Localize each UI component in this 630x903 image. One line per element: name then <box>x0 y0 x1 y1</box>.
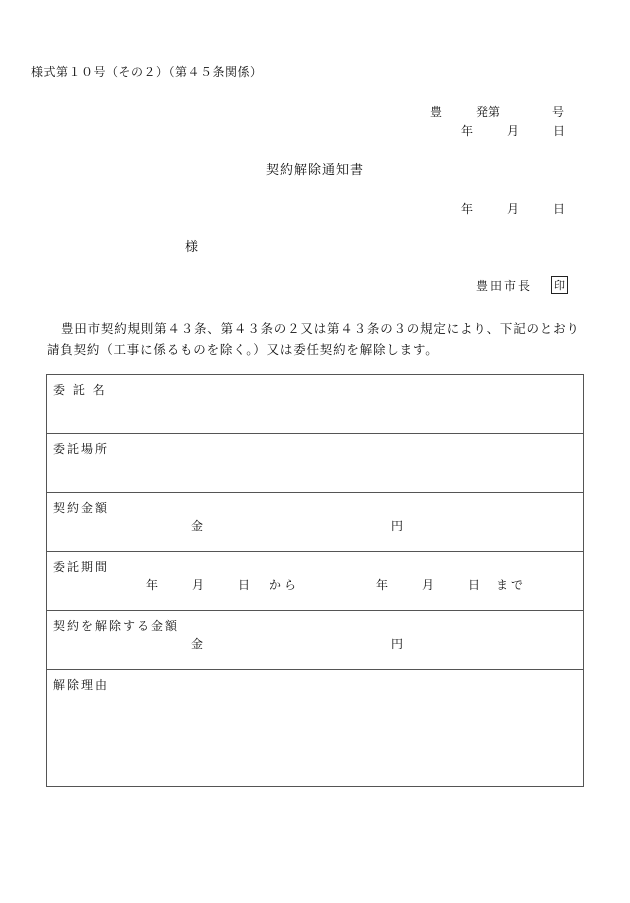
contract-amount-yen: 円 <box>391 519 404 533</box>
doc-number-prefix: 豊 <box>430 105 443 119</box>
reason-field[interactable] <box>47 670 584 787</box>
cancel-amount-field[interactable] <box>47 611 584 670</box>
entrust-place-field[interactable] <box>47 434 584 493</box>
row-contract-amount <box>47 493 584 552</box>
period-end-month: 月 <box>422 578 435 592</box>
entrust-name-label: 委 託 名 <box>53 383 107 397</box>
contract-amount-field[interactable] <box>47 493 584 552</box>
details-table <box>46 374 584 787</box>
period-to: まで <box>496 578 527 592</box>
row-cancel-amount <box>47 611 584 670</box>
body-text: 豊田市契約規則第４３条、第４３条の２又は第４３条の３の規定により、下記のとおり請負契約（工事に係るものを除く。）又は委任契約を解除します。 <box>47 321 580 357</box>
entrust-period-field[interactable] <box>47 552 584 611</box>
contract-amount-label: 契約金額 <box>53 501 110 515</box>
period-start-day: 日 <box>238 578 251 592</box>
doc-number-suffix: 号 <box>552 105 565 119</box>
notice-date-month: 月 <box>507 202 520 216</box>
cancel-amount-kin: 金 <box>191 637 204 651</box>
row-entrust-place <box>47 434 584 493</box>
period-end-day: 日 <box>468 578 481 592</box>
doc-number-issue: 発第 <box>476 105 501 119</box>
row-entrust-name <box>47 375 584 434</box>
form-number: 様式第１０号（その２）（第４５条関係） <box>31 65 263 79</box>
addressee-suffix: 様 <box>185 240 199 255</box>
cancel-amount-label: 契約を解除する金額 <box>53 619 180 633</box>
reason-label: 解除理由 <box>53 678 110 692</box>
period-start-year: 年 <box>146 578 159 592</box>
seal-stamp: 印 <box>551 276 568 294</box>
notice-date-day: 日 <box>553 202 566 216</box>
period-end-year: 年 <box>376 578 389 592</box>
entrust-place-label: 委託場所 <box>53 442 110 456</box>
issue-date-month: 月 <box>507 124 520 138</box>
cancel-amount-yen: 円 <box>391 637 404 651</box>
issue-date-day: 日 <box>553 124 566 138</box>
row-reason <box>47 670 584 787</box>
row-entrust-period <box>47 552 584 611</box>
contract-amount-kin: 金 <box>191 519 204 533</box>
period-start-month: 月 <box>192 578 205 592</box>
notice-date-year: 年 <box>461 202 474 216</box>
entrust-name-field[interactable] <box>47 375 584 434</box>
period-from: から <box>269 578 300 592</box>
document-title: 契約解除通知書 <box>265 163 364 178</box>
issue-date-year: 年 <box>461 124 474 138</box>
entrust-period-label: 委託期間 <box>53 560 110 574</box>
sender-title: 豊田市長 <box>476 279 533 293</box>
